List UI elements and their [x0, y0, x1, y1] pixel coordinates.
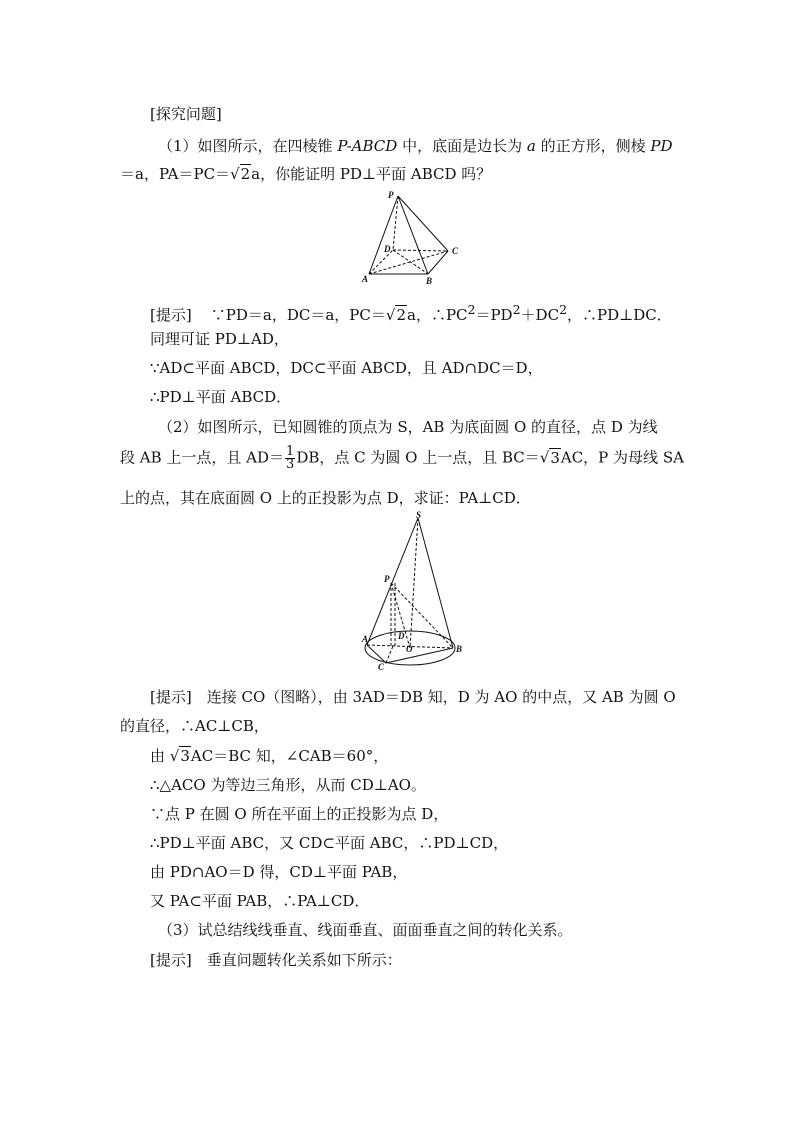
hint2-text: 由	[150, 747, 170, 765]
q2-text: 段 AB 上一点，且 AD＝	[120, 448, 285, 467]
hint2-line-7: 由 PD∩AO＝D 得，CD⊥平面 PAB，	[150, 863, 408, 881]
hint2-line-3: 由 √3AC＝BC 知，∠CAB＝60°，	[150, 747, 389, 765]
exponent: 2	[467, 302, 476, 317]
cone-figure	[360, 508, 470, 673]
hint1-text: ∵PD＝a，DC＝a，PC＝	[210, 306, 386, 324]
label-d: D	[398, 631, 405, 641]
hint2-text: AC＝BC 知，∠CAB＝60°，	[190, 747, 389, 765]
sqrt-radicand: 2	[240, 165, 251, 183]
label-s: S	[416, 510, 422, 520]
sqrt-radicand: 3	[550, 448, 560, 467]
label-c: C	[378, 662, 385, 672]
hint1-text: ，∴PD⊥DC．	[567, 306, 672, 324]
q1-text: 的正方形，侧棱	[535, 137, 651, 155]
q2-line-1: （2）如图所示，已知圆锥的顶点为 S，AB 为底面圆 O 的直径，点 D 为线	[158, 418, 658, 436]
hint1-line-1: [提示] ∵PD＝a，DC＝a，PC＝√2a，$\therefore PC^2=PD^2+DC^2$，∴PD⊥DC．	[150, 302, 672, 324]
hint1-line-3: ∵AD⊂平面 ABCD，DC⊂平面 ABCD，且 AD∩DC＝D，	[150, 359, 543, 377]
label-p: P	[388, 190, 394, 200]
fraction-denominator: 3	[286, 457, 295, 472]
q1-line-2: ＝a，PA＝PC＝√2a，你能证明 PD⊥平面 ABCD 吗？	[120, 165, 492, 183]
label-b: B	[426, 276, 433, 286]
q2-text: DB，点 C 为圆 O 上一点，且 BC＝	[296, 448, 540, 467]
hint2-line-2: 的直径，∴AC⊥CB，	[120, 717, 269, 735]
q1-line-1	[158, 136, 672, 156]
hint1-text: a，∴PC	[407, 306, 468, 324]
label-a: A	[362, 274, 369, 284]
q1-var: P-ABCD	[337, 137, 398, 155]
q1-text: ＝a，PA＝PC＝	[120, 165, 231, 183]
sqrt-radicand: 3	[180, 747, 190, 765]
hint2-line-8: 又 PA⊂平面 PAB，∴PA⊥CD．	[150, 892, 370, 910]
label-a: A	[362, 634, 369, 644]
q1-text: 中，底面是边长为	[397, 137, 527, 155]
label-o: O	[406, 644, 413, 654]
label-d: D	[384, 244, 391, 254]
label-c: C	[452, 246, 459, 256]
hint2-line-5: ∵点 P 在圆 O 所在平面上的正投影为点 D，	[150, 805, 449, 823]
q2-line-2: 段 AB 上一点，且 AD＝ $\frac{1}{3}$ DB，点 C 为圆 O 上一点，且 BC＝√3AC，P 为母线 SA	[120, 444, 684, 472]
label-b: B	[456, 644, 463, 654]
hint1-text: ＝PD	[475, 306, 513, 324]
q1-var: a	[526, 137, 536, 155]
hint2-line-6: ∴PD⊥平面 ABC，又 CD⊂平面 ABC，∴PD⊥CD，	[150, 834, 509, 852]
q1-text: a，你能证明 PD⊥平面 ABCD 吗？	[251, 165, 492, 183]
hint2-line-4: ∴△ACO 为等边三角形，从而 CD⊥AO。	[150, 776, 426, 794]
q1-var: PD	[650, 137, 673, 155]
hint2-line-1: [提示] 连接 CO（图略），由 3AD＝DB 知，D 为 AO 的中点，又 AB 为圆 O	[150, 688, 676, 706]
sqrt-radicand: 2	[396, 306, 406, 324]
q2-text: AC，P 为母线 SA	[560, 448, 684, 467]
pyramid-figure	[360, 188, 470, 288]
hint3-line-1: [提示] 垂直问题转化关系如下所示：	[150, 951, 402, 969]
q1-text: （1）如图所示，在四棱锥	[158, 137, 338, 155]
label-p: P	[384, 574, 390, 584]
exponent: 2	[512, 302, 521, 317]
exponent: 2	[559, 302, 568, 317]
hint-tag: [提示]	[150, 306, 192, 324]
q2-line-3: 上的点，其在底面圆 O 上的正投影为点 D，求证：PA⊥CD．	[120, 489, 531, 507]
hint1-line-2: 同理可证 PD⊥AD，	[150, 330, 289, 348]
section-heading: [探究问题]	[150, 105, 222, 123]
q3-line-1: （3）试总结线线垂直、线面垂直、面面垂直之间的转化关系。	[158, 921, 573, 939]
fraction-numerator: 1	[286, 444, 295, 459]
fraction	[285, 446, 295, 471]
hint1-text: ＋DC	[520, 306, 560, 324]
hint1-line-4: ∴PD⊥平面 ABCD．	[150, 388, 292, 406]
